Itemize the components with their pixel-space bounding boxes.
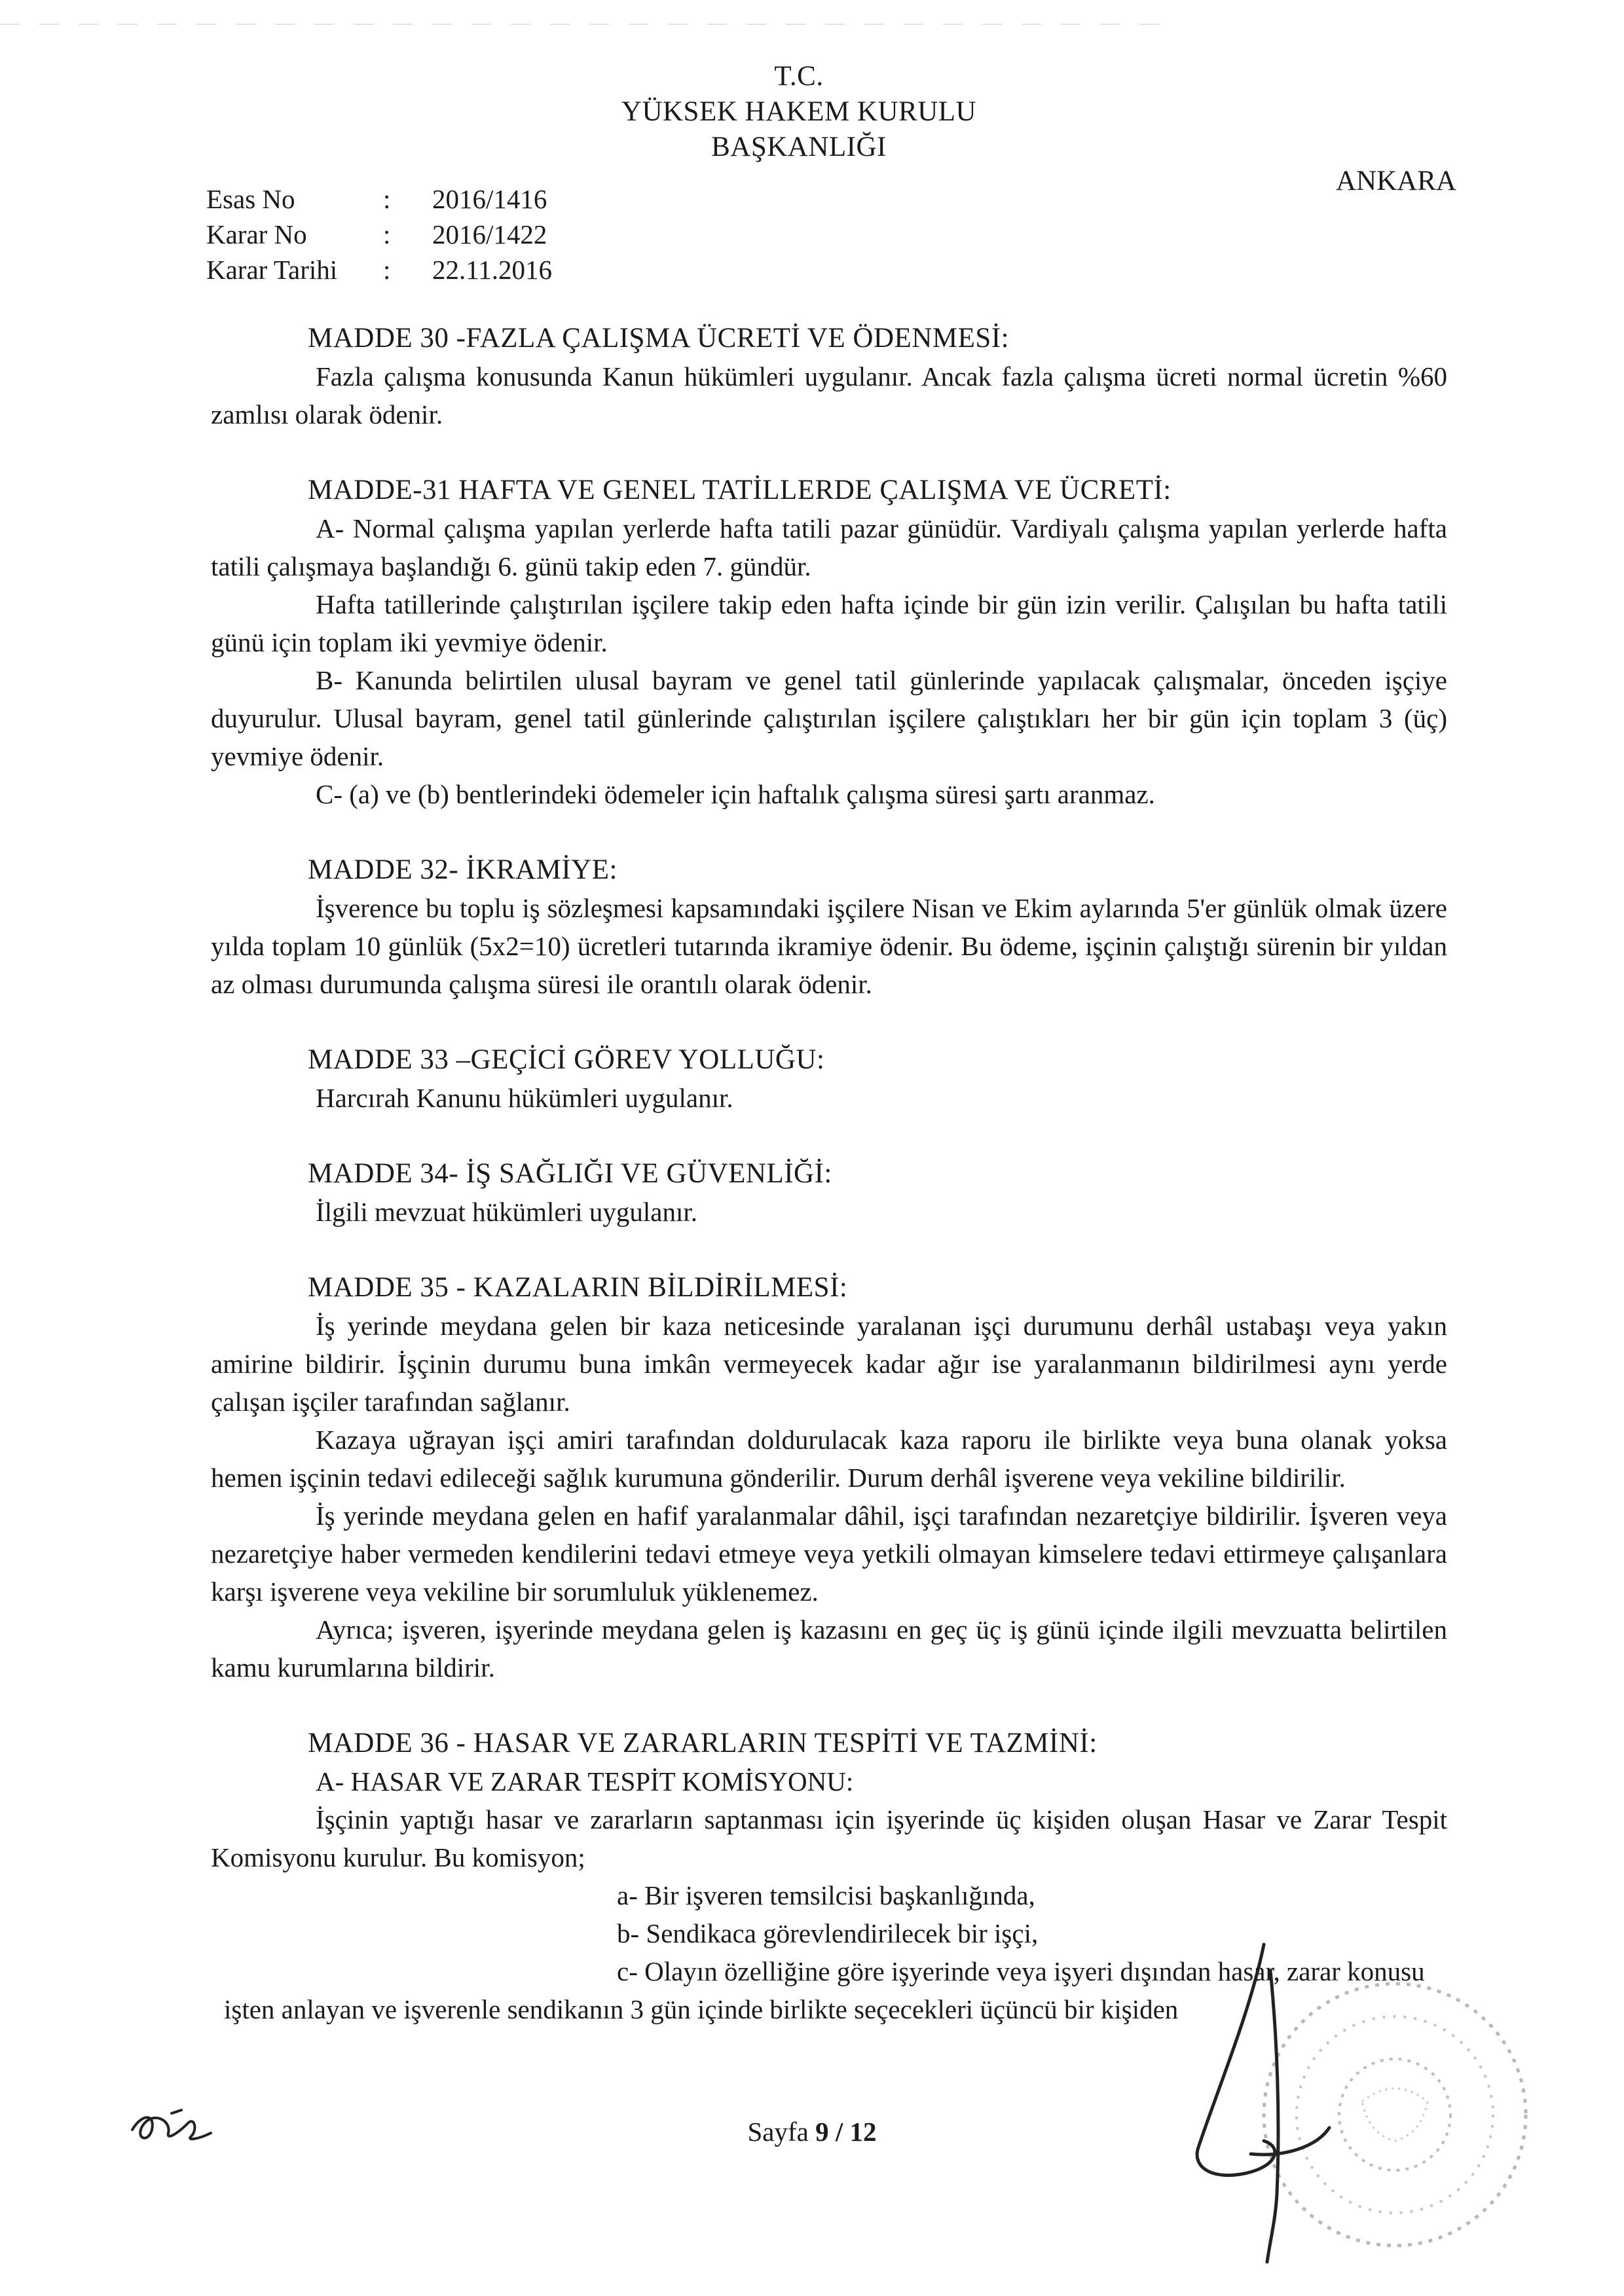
article-34-paragraph: İlgili mevzuat hükümleri uygulanır. <box>316 1197 697 1227</box>
article-35-paragraph-2: Kazaya uğrayan işçi amiri tarafından doldurulacak kaza raporu ile birlikte veya buna olanak yoksa hemen işçinin tedavi edileceği sağlık kurumuna gönderilir. Durum derhâl işverene veya vekiline bildirilir. <box>211 1425 1447 1493</box>
meta-esas-no <box>206 183 547 215</box>
article-31-paragraph-a: A- Normal çalışma yapılan yerlerde hafta tatili pazar günüdür. Vardiyalı çalışma yapılan yerlerde hafta tatili çalışmaya başlandığı 6. günü takip eden 7. gündür. <box>211 513 1447 581</box>
page-number-prefix: Sayfa <box>747 2117 809 2147</box>
meta-value: 2016/1422 <box>432 219 547 249</box>
article-34-heading: MADDE 34- İŞ SAĞLIĞI VE GÜVENLİĞİ: <box>308 1158 832 1189</box>
document-body <box>211 319 1447 2028</box>
handwritten-signature-icon <box>1172 1931 1369 2272</box>
article-36-item-c: c- Olayın özelliğine göre işyerinde veya işyeri dışından hasar, zarar konusu <box>617 1956 1425 1986</box>
article-36-item-c-continued: işten anlayan ve işverenle sendikanın 3 gün içinde birlikte seçecekleri üçüncü bir kişiden <box>224 1994 1179 2024</box>
article-35-heading: MADDE 35 - KAZALARIN BİLDİRİLMESİ: <box>308 1272 848 1303</box>
header-institution: YÜKSEK HAKEM KURULU <box>621 96 977 127</box>
scan-artifact-line <box>0 24 1166 25</box>
article-33-paragraph: Harcırah Kanunu hükümleri uygulanır. <box>316 1083 733 1113</box>
meta-label: Esas No <box>206 184 295 214</box>
meta-value: 22.11.2016 <box>432 255 552 285</box>
article-36-paragraph: İşçinin yaptığı hasar ve zararların saptanması için işyerinde üç kişiden oluşan Hasar ve Zarar Tespit Komisyonu kurulur. Bu komisyon; <box>211 1804 1447 1872</box>
meta-value: 2016/1416 <box>432 184 547 214</box>
meta-label: Karar Tarihi <box>206 255 338 285</box>
article-35-paragraph-3: İş yerinde meydana gelen en hafif yaralanmalar dâhil, işçi tarafından nezaretçiye bildirilir. İşveren veya nezaretçiye haber vermeden kendilerini tedavi etmeye veya yetkili olmayan kimselere tedavi ettirmeye çalışanlara karşı işverene veya vekiline bir sorumluluk yüklenemez. <box>211 1501 1447 1607</box>
article-32-paragraph: İşverence bu toplu iş sözleşmesi kapsamındaki işçilere Nisan ve Ekim aylarında 5'er günlük olmak üzere yılda toplam 10 günlük (5x2=10) ücretleri tutarında ikramiye ödenir. Bu ödeme, işçinin çalıştığı sürenin bir yıldan az olması durumunda çalışma süresi ile orantılı olarak ödenir. <box>211 893 1447 999</box>
meta-colon: : <box>383 184 391 214</box>
article-36-heading: MADDE 36 - HASAR VE ZARARLARIN TESPİTİ VE TAZMİNİ: <box>308 1728 1098 1758</box>
header-presidency: BAŞKANLIĞI <box>711 132 887 162</box>
article-31-paragraph-2: Hafta tatillerinde çalıştırılan işçilere takip eden hafta içinde bir gün izin verilir. Çalışılan bu hafta tatili günü için toplam iki yevmiye ödenir. <box>211 589 1447 657</box>
article-32-heading: MADDE 32- İKRAMİYE: <box>308 854 618 885</box>
article-36-subheading: A- HASAR VE ZARAR TESPİT KOMİSYONU: <box>316 1766 854 1796</box>
handwritten-signature-icon <box>126 2094 224 2153</box>
article-31-paragraph-c: C- (a) ve (b) bentlerindeki ödemeler için haftalık çalışma süresi şartı aranmaz. <box>316 779 1155 809</box>
meta-karar-tarihi <box>206 254 552 285</box>
header-city: ANKARA <box>1336 166 1456 196</box>
meta-karar-no <box>206 219 547 250</box>
article-35-paragraph-4: Ayrıca; işveren, işyerinde meydana gelen iş kazasını en geç üç iş günü içinde ilgili mevzuatta belirtilen kamu kurumlarına bildirir. <box>211 1614 1447 1683</box>
meta-label: Karar No <box>206 219 307 249</box>
article-30-paragraph: Fazla çalışma konusunda Kanun hükümleri uygulanır. Ancak fazla çalışma ücreti normal ücretin %60 zamlısı olarak ödenir. <box>211 361 1447 429</box>
meta-colon: : <box>383 255 391 285</box>
article-33-heading: MADDE 33 –GEÇİCİ GÖREV YOLLUĞU: <box>308 1044 825 1075</box>
page-number-value: 9 / 12 <box>815 2117 877 2147</box>
article-31-paragraph-b: B- Kanunda belirtilen ulusal bayram ve genel tatil günlerinde yapılacak çalışmalar, önceden işçiye duyurulur. Ulusal bayram, genel tatil günlerinde çalıştırılan işçilere çalıştıkları her bir gün için toplam 3 (üç) yevmiye ödenir. <box>211 665 1447 771</box>
article-36-item-a: a- Bir işveren temsilcisi başkanlığında, <box>617 1880 1035 1910</box>
article-35-paragraph-1: İş yerinde meydana gelen bir kaza neticesinde yaralanan işçi durumunu derhâl ustabaşı veya yakın amirine bildirir. İşçinin durumu buna imkân vermeyecek kadar ağır ise yaralanmanın bildirilmesi aynı yerde çalışan işçiler tarafından sağlanır. <box>211 1311 1447 1417</box>
article-36-item-b: b- Sendikaca görevlendirilecek bir işçi, <box>617 1918 1039 1948</box>
article-30-heading: MADDE 30 -FAZLA ÇALIŞMA ÜCRETİ VE ÖDENMESİ: <box>308 323 1010 354</box>
meta-colon: : <box>383 219 391 249</box>
header-tc: T.C. <box>774 61 824 92</box>
article-31-heading: MADDE-31 HAFTA VE GENEL TATİLLERDE ÇALIŞMA VE ÜCRETİ: <box>308 475 1172 505</box>
